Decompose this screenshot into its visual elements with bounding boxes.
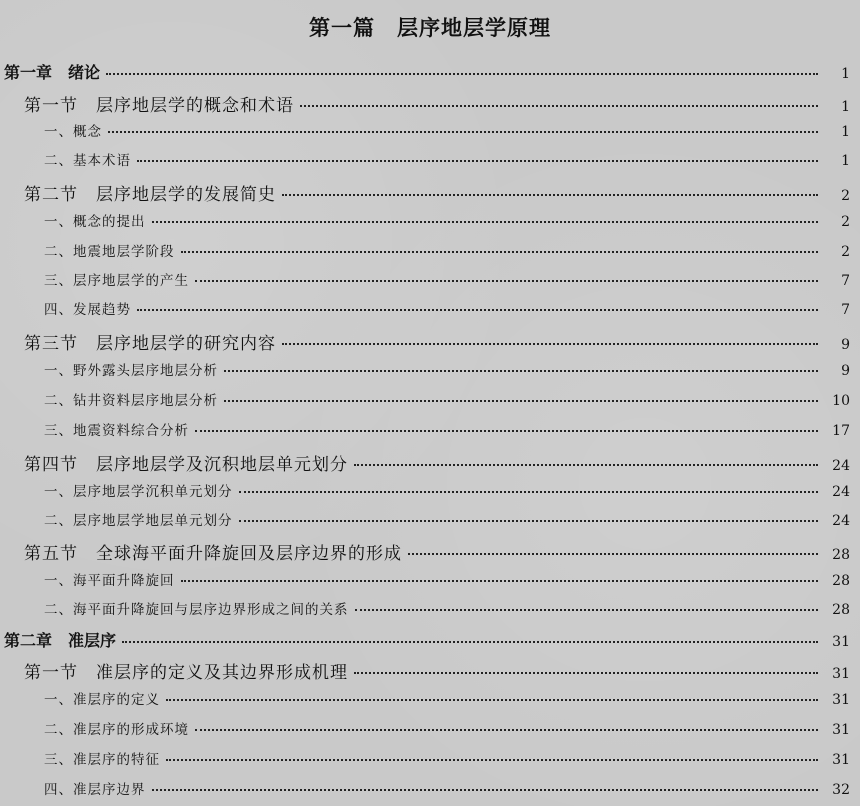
toc-page-number: 28: [832, 573, 850, 589]
toc-entry-title: 一、层序地层学沉积单元划分: [44, 484, 233, 500]
toc-entry-title: 一、准层序的定义: [44, 692, 160, 708]
toc-entry-title: 一、海平面升降旋回: [44, 573, 175, 589]
dot-leader: [195, 280, 818, 282]
toc-section-row[interactable]: [0, 180, 860, 205]
toc-entry-title: 第四节 层序地层学及沉积地层单元划分: [24, 455, 348, 475]
toc-item-row[interactable]: [0, 598, 860, 618]
toc-page-number: 24: [832, 513, 850, 529]
dot-leader: [354, 464, 818, 466]
toc-entry-title: 二、准层序的形成环境: [44, 722, 189, 738]
toc-entry-title: 二、基本术语: [44, 153, 131, 169]
toc-item-row[interactable]: [0, 778, 860, 798]
toc-page-number: 10: [832, 393, 850, 409]
toc-entry-title: 第一节 层序地层学的概念和术语: [24, 96, 294, 116]
toc-page-number: 17: [832, 423, 850, 439]
dot-leader: [108, 131, 818, 133]
dot-leader: [181, 580, 819, 582]
toc-page-number: 28: [832, 602, 850, 618]
toc-page-number: 31: [832, 722, 850, 738]
dot-leader: [282, 194, 818, 196]
toc-page-number: 24: [832, 458, 850, 474]
toc-page-number: 7: [841, 273, 850, 289]
toc-page-number: 2: [841, 244, 850, 260]
toc-page-number: 28: [832, 547, 850, 563]
dot-leader: [122, 641, 818, 643]
toc-entry-title: 四、准层序边界: [44, 782, 146, 798]
toc-item-row[interactable]: [0, 718, 860, 738]
toc-page-number: 24: [832, 484, 850, 500]
dot-leader: [408, 553, 818, 555]
toc-entry-title: 一、概念的提出: [44, 214, 146, 230]
toc-item-row[interactable]: [0, 269, 860, 289]
toc-entry-title: 第一章 绪论: [4, 63, 101, 82]
toc-page-number: 31: [832, 666, 850, 682]
toc-item-row[interactable]: [0, 240, 860, 260]
toc-item-row[interactable]: [0, 120, 860, 140]
toc-page-number: 1: [841, 124, 850, 140]
toc-entry-title: 二、钻井资料层序地层分析: [44, 393, 218, 409]
dot-leader: [239, 520, 819, 522]
toc-page-number: 2: [841, 188, 850, 204]
toc-item-row[interactable]: [0, 509, 860, 529]
dot-leader: [224, 400, 818, 402]
toc-entry-title: 三、地震资料综合分析: [44, 423, 189, 439]
page-title: 第一篇 层序地层学原理: [309, 16, 551, 40]
toc-entry-title: 三、准层序的特征: [44, 752, 160, 768]
toc-item-row[interactable]: [0, 419, 860, 439]
dot-leader: [137, 160, 818, 162]
toc-page-number: 2: [841, 214, 850, 230]
dot-leader: [106, 73, 818, 75]
toc-page-number: 1: [841, 153, 850, 169]
toc-item-row[interactable]: [0, 569, 860, 589]
toc-page-number: 1: [841, 66, 850, 82]
toc-item-row[interactable]: [0, 688, 860, 708]
toc-entry-title: 一、概念: [44, 124, 102, 140]
dot-leader: [137, 309, 818, 311]
dot-leader: [181, 251, 819, 253]
toc-item-row[interactable]: [0, 149, 860, 169]
toc-entry-title: 四、发展趋势: [44, 302, 131, 318]
dot-leader: [195, 430, 818, 432]
dot-leader: [354, 672, 818, 674]
dot-leader: [152, 221, 819, 223]
toc-chapter-row[interactable]: [0, 628, 860, 651]
toc-section-row[interactable]: [0, 91, 860, 116]
toc-page-number: 1: [841, 99, 850, 115]
toc-page-number: 31: [832, 692, 850, 708]
toc-item-row[interactable]: [0, 298, 860, 318]
dot-leader: [166, 759, 818, 761]
dot-leader: [300, 105, 818, 107]
toc-entry-title: 一、野外露头层序地层分析: [44, 363, 218, 379]
toc-item-row[interactable]: [0, 210, 860, 230]
toc-item-row[interactable]: [0, 748, 860, 768]
dot-leader: [224, 370, 818, 372]
toc-page-number: 31: [832, 634, 850, 650]
toc-section-row[interactable]: [0, 450, 860, 475]
toc-page-number: 9: [841, 363, 850, 379]
toc-item-row[interactable]: [0, 359, 860, 379]
dot-leader: [355, 609, 819, 611]
toc-entry-title: 第二章 准层序: [4, 631, 117, 650]
toc-entry-title: 第五节 全球海平面升降旋回及层序边界的形成: [24, 544, 402, 564]
toc-entry-title: 第一节 准层序的定义及其边界形成机理: [24, 663, 348, 683]
toc-section-row[interactable]: [0, 329, 860, 354]
toc-page-number: 31: [832, 752, 850, 768]
toc-page-number: 32: [832, 782, 850, 798]
toc-section-row[interactable]: [0, 658, 860, 683]
toc-entry-title: 二、层序地层学地层单元划分: [44, 513, 233, 529]
toc-section-row[interactable]: [0, 539, 860, 564]
dot-leader: [239, 491, 819, 493]
toc-entry-title: 第二节 层序地层学的发展简史: [24, 185, 276, 205]
dot-leader: [195, 729, 818, 731]
toc-entry-title: 第三节 层序地层学的研究内容: [24, 334, 276, 354]
toc-entry-title: 三、层序地层学的产生: [44, 273, 189, 289]
toc-entry-title: 二、海平面升降旋回与层序边界形成之间的关系: [44, 602, 349, 618]
dot-leader: [152, 789, 819, 791]
toc-item-row[interactable]: [0, 480, 860, 500]
toc-page-number: 7: [841, 302, 850, 318]
toc-item-row[interactable]: [0, 389, 860, 409]
toc-chapter-row[interactable]: [0, 60, 860, 83]
toc-entry-title: 二、地震地层学阶段: [44, 244, 175, 260]
dot-leader: [166, 699, 818, 701]
toc-page-number: 9: [841, 337, 850, 353]
dot-leader: [282, 343, 818, 345]
